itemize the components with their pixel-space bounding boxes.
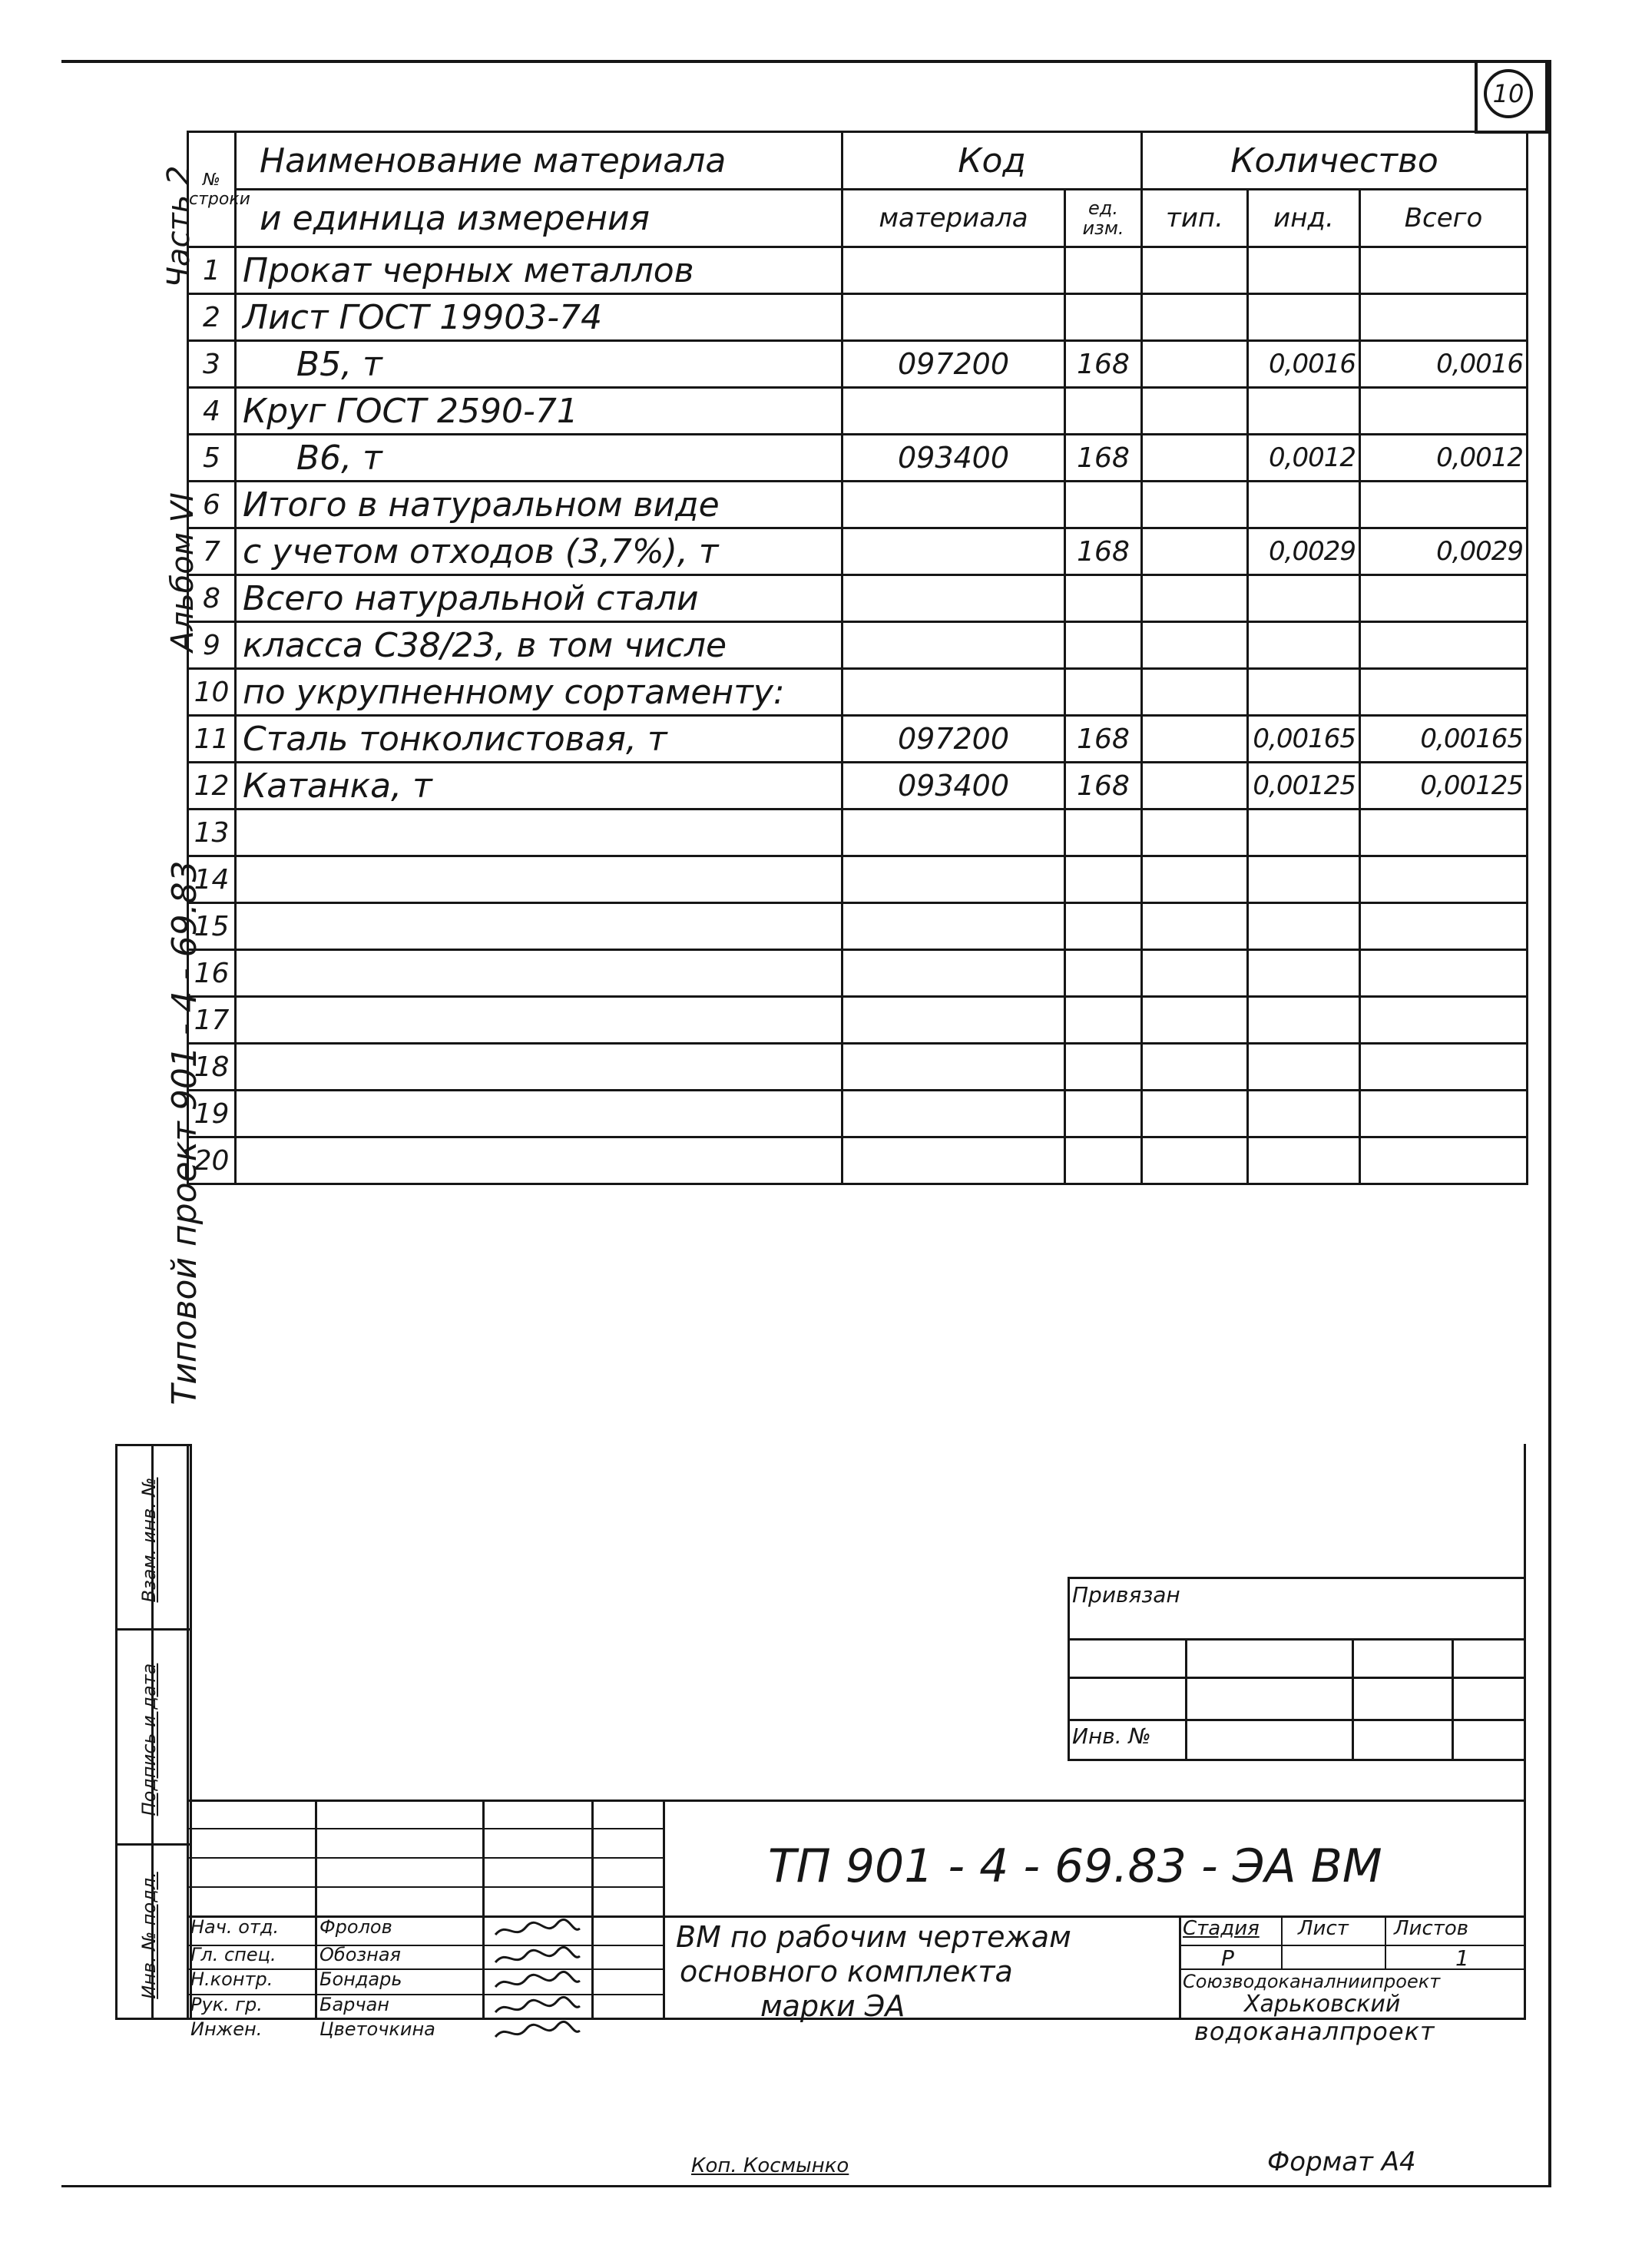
header-code-material: материала [842,190,1065,247]
row-material-code [842,1137,1065,1184]
row-name: Прокат черных металлов [236,247,842,294]
margin-project-label: Типовой проект 901 - 4 - 69.83 [165,860,204,1405]
row-material-code [842,1044,1065,1091]
row-number: 4 [188,388,236,435]
table-row [188,763,1528,810]
title-grid [663,1800,665,2020]
row-name: Итого в натуральном виде [236,482,842,528]
signature-name: Фролов [319,1916,392,1938]
row-qty-ind: 0,0029 [1248,528,1360,575]
row-name: Катанка, т [236,763,842,810]
margin-album-label: Альбом VI [165,492,200,652]
stamp-replaced-inv: Взам. инв. № [138,1477,160,1603]
row-name [236,950,842,997]
row-qty-ind [1248,622,1360,669]
row-qty-ind [1248,294,1360,341]
table-header-row [188,132,1528,190]
binding-grid [1452,1638,1454,1761]
row-qty-ind: 0,0016 [1248,341,1360,388]
row-unit-code [1065,1044,1142,1091]
row-unit-code: 168 [1065,763,1142,810]
row-number: 1 [188,247,236,294]
stamp-inv-original: Инв. № подл. [138,1872,160,1999]
row-qty-typ [1142,388,1248,435]
left-stamp-divider [115,1628,192,1631]
row-name: Круг ГОСТ 2590-71 [236,388,842,435]
row-qty-total [1360,247,1528,294]
table-row [188,341,1528,388]
row-number: 12 [188,763,236,810]
signature-name: Бондарь [319,1968,402,1990]
binding-label: Привязан [1072,1582,1180,1607]
document-code: ТП 901 - 4 - 69.83 - ЭА ВМ [768,1839,1382,1893]
row-qty-typ [1142,716,1248,763]
row-unit-code [1065,997,1142,1044]
row-unit-code [1065,856,1142,903]
binding-grid [1068,1638,1526,1641]
table-row [188,435,1528,482]
binding-grid [1185,1638,1187,1761]
title-grid [1385,1915,1386,1969]
row-name: по укрупненному сортаменту: [236,669,842,716]
row-qty-typ [1142,810,1248,856]
row-name: Всего натуральной стали [236,575,842,622]
material-spec-table [187,131,1528,1185]
table-row [188,997,1528,1044]
row-material-code [842,575,1065,622]
row-name [236,1091,842,1137]
row-material-code [842,247,1065,294]
table-row [188,388,1528,435]
title-grid [1179,1915,1181,2020]
stamp-signature-date: Подпись и дата [138,1663,160,1816]
row-material-code [842,903,1065,950]
row-number: 7 [188,528,236,575]
row-qty-typ [1142,622,1248,669]
sheets-label: Листов [1394,1917,1469,1940]
row-qty-typ [1142,1091,1248,1137]
table-row [188,528,1528,575]
table-row [188,622,1528,669]
table-row [188,950,1528,997]
header-qty-total: Всего [1360,190,1528,247]
row-qty-typ [1142,575,1248,622]
row-qty-total [1360,903,1528,950]
signature-scribble [492,1995,584,2020]
row-qty-total: 0,0029 [1360,528,1528,575]
row-qty-typ [1142,341,1248,388]
row-number: 9 [188,622,236,669]
row-unit-code [1065,669,1142,716]
row-name: Сталь тонколистовая, т [236,716,842,763]
description-line-2: основного комплекта [680,1955,1013,1988]
row-qty-total: 0,0016 [1360,341,1528,388]
row-number: 13 [188,810,236,856]
row-name: В5, т [236,341,842,388]
row-material-code [842,950,1065,997]
signature-role: Гл. спец. [190,1944,276,1965]
row-number: 6 [188,482,236,528]
row-unit-code [1065,950,1142,997]
row-qty-ind [1248,950,1360,997]
page-number: 10 [1484,69,1533,118]
row-unit-code [1065,388,1142,435]
row-material-code: 093400 [842,763,1065,810]
row-qty-total: 0,0012 [1360,435,1528,482]
binding-inv-label: Инв. № [1072,1723,1151,1749]
signature-name: Барчан [319,1994,389,2015]
title-grid [315,1800,317,2020]
row-number: 2 [188,294,236,341]
row-qty-total [1360,1137,1528,1184]
signature-scribble [492,1945,584,1970]
row-number: 3 [188,341,236,388]
row-material-code [842,388,1065,435]
title-grid [482,1800,485,2020]
table-row [188,1091,1528,1137]
row-qty-total [1360,669,1528,716]
row-qty-total [1360,294,1528,341]
table-row [188,716,1528,763]
row-material-code [842,1091,1065,1137]
table-row [188,856,1528,903]
description-line-3: марки ЭА [760,1989,905,2023]
row-qty-ind [1248,247,1360,294]
row-qty-typ [1142,950,1248,997]
row-qty-total [1360,856,1528,903]
header-row-number: № строки [188,132,236,247]
header-qty-typ: тип. [1142,190,1248,247]
row-qty-ind [1248,388,1360,435]
row-material-code [842,294,1065,341]
row-name [236,1044,842,1091]
row-unit-code [1065,810,1142,856]
row-qty-typ [1142,669,1248,716]
row-number: 8 [188,575,236,622]
header-name-line1: Наименование материала [236,132,842,190]
row-name [236,1137,842,1184]
row-qty-typ [1142,247,1248,294]
row-name [236,997,842,1044]
bottom-frame-line [61,2185,1551,2187]
row-number: 10 [188,669,236,716]
row-unit-code: 168 [1065,528,1142,575]
row-number: 20 [188,1137,236,1184]
row-qty-typ [1142,528,1248,575]
signature-role: Н.контр. [190,1968,273,1990]
row-unit-code [1065,1091,1142,1137]
right-frame-line [1548,60,1551,2187]
signature-role: Рук. гр. [190,1994,263,2015]
table-subheader-row [188,190,1528,247]
row-unit-code [1065,247,1142,294]
row-unit-code: 168 [1065,341,1142,388]
paper-format: Формат А4 [1267,2147,1416,2177]
row-qty-typ [1142,1137,1248,1184]
header-code: Код [842,132,1142,190]
binding-grid [1352,1638,1354,1761]
row-qty-typ [1142,435,1248,482]
row-qty-total [1360,482,1528,528]
row-unit-code [1065,575,1142,622]
row-qty-ind [1248,810,1360,856]
row-qty-ind [1248,482,1360,528]
signature-name: Обозная [319,1944,401,1965]
row-material-code: 097200 [842,341,1065,388]
organization-line-3: водоканалпроект [1194,2017,1435,2046]
table-row [188,903,1528,950]
row-qty-ind [1248,856,1360,903]
header-code-unit: ед. изм. [1065,190,1142,247]
row-number: 14 [188,856,236,903]
row-number: 18 [188,1044,236,1091]
copied-by: Коп. Космынко [691,2154,849,2177]
row-qty-ind [1248,669,1360,716]
table-body [188,247,1528,1184]
organization-line-1: Союзводоканалниипроект [1183,1971,1441,1992]
signature-scribble [492,1970,584,1995]
row-qty-total [1360,1091,1528,1137]
row-qty-typ [1142,482,1248,528]
stage-value: Р [1221,1945,1234,1971]
title-grid [1281,1915,1283,1969]
header-quantity: Количество [1142,132,1528,190]
title-grid [591,1800,594,2020]
signature-name: Цветочкина [319,2018,435,2040]
row-qty-typ [1142,997,1248,1044]
row-number: 15 [188,903,236,950]
row-material-code [842,997,1065,1044]
row-qty-total: 0,00165 [1360,716,1528,763]
row-unit-code [1065,622,1142,669]
binding-grid [1068,1719,1526,1721]
row-qty-total [1360,388,1528,435]
row-qty-ind [1248,997,1360,1044]
row-name: В6, т [236,435,842,482]
row-number: 5 [188,435,236,482]
row-qty-total [1360,575,1528,622]
row-qty-total [1360,997,1528,1044]
signature-scribble [492,2020,584,2045]
table-row [188,575,1528,622]
row-qty-total [1360,950,1528,997]
row-unit-code: 168 [1065,716,1142,763]
table-row [188,669,1528,716]
signature-scribble [492,1918,584,1942]
row-name [236,810,842,856]
row-qty-ind: 0,0012 [1248,435,1360,482]
row-material-code: 097200 [842,716,1065,763]
row-qty-typ [1142,903,1248,950]
row-number: 16 [188,950,236,997]
signature-role: Нач. отд. [190,1916,280,1938]
organization-line-2: Харьковский [1244,1991,1401,2018]
row-qty-ind [1248,1091,1360,1137]
row-unit-code: 168 [1065,435,1142,482]
table-row [188,810,1528,856]
margin-part-label: Часть 2 [161,165,197,288]
sheets-value: 1 [1455,1945,1469,1971]
row-name [236,903,842,950]
row-name: с учетом отходов (3,7%), т [236,528,842,575]
row-name [236,856,842,903]
table-row [188,1137,1528,1184]
row-unit-code [1065,482,1142,528]
header-name-line2: и единица измерения [236,190,842,247]
row-qty-ind [1248,575,1360,622]
row-qty-total [1360,810,1528,856]
table-row [188,482,1528,528]
row-unit-code [1065,903,1142,950]
row-qty-typ [1142,856,1248,903]
signature-role: Инжен. [190,2018,263,2040]
row-number: 17 [188,997,236,1044]
top-frame-line [61,60,1551,63]
row-qty-typ [1142,1044,1248,1091]
row-qty-ind: 0,00125 [1248,763,1360,810]
row-qty-ind [1248,1044,1360,1091]
row-qty-total [1360,1044,1528,1091]
stage-label: Стадия [1183,1917,1260,1940]
binding-grid [1068,1677,1526,1679]
row-unit-code [1065,1137,1142,1184]
row-qty-ind [1248,903,1360,950]
row-qty-typ [1142,294,1248,341]
row-material-code: 093400 [842,435,1065,482]
row-qty-ind: 0,00165 [1248,716,1360,763]
row-qty-ind [1248,1137,1360,1184]
table-row [188,247,1528,294]
row-material-code [842,528,1065,575]
row-unit-code [1065,294,1142,341]
row-number: 11 [188,716,236,763]
header-qty-ind: инд. [1248,190,1360,247]
row-material-code [842,482,1065,528]
row-material-code [842,669,1065,716]
table-row [188,294,1528,341]
row-name: Лист ГОСТ 19903-74 [236,294,842,341]
row-qty-total: 0,00125 [1360,763,1528,810]
row-material-code [842,622,1065,669]
row-material-code [842,810,1065,856]
title-block-top [187,1800,1526,1802]
description-line-1: ВМ по рабочим чертежам [676,1920,1071,1954]
left-stamp-divider [115,1843,192,1846]
row-qty-typ [1142,763,1248,810]
sheet-label: Лист [1298,1917,1349,1940]
table-row [188,1044,1528,1091]
row-number: 19 [188,1091,236,1137]
row-qty-total [1360,622,1528,669]
row-name: класса С38/23, в том числе [236,622,842,669]
row-material-code [842,856,1065,903]
